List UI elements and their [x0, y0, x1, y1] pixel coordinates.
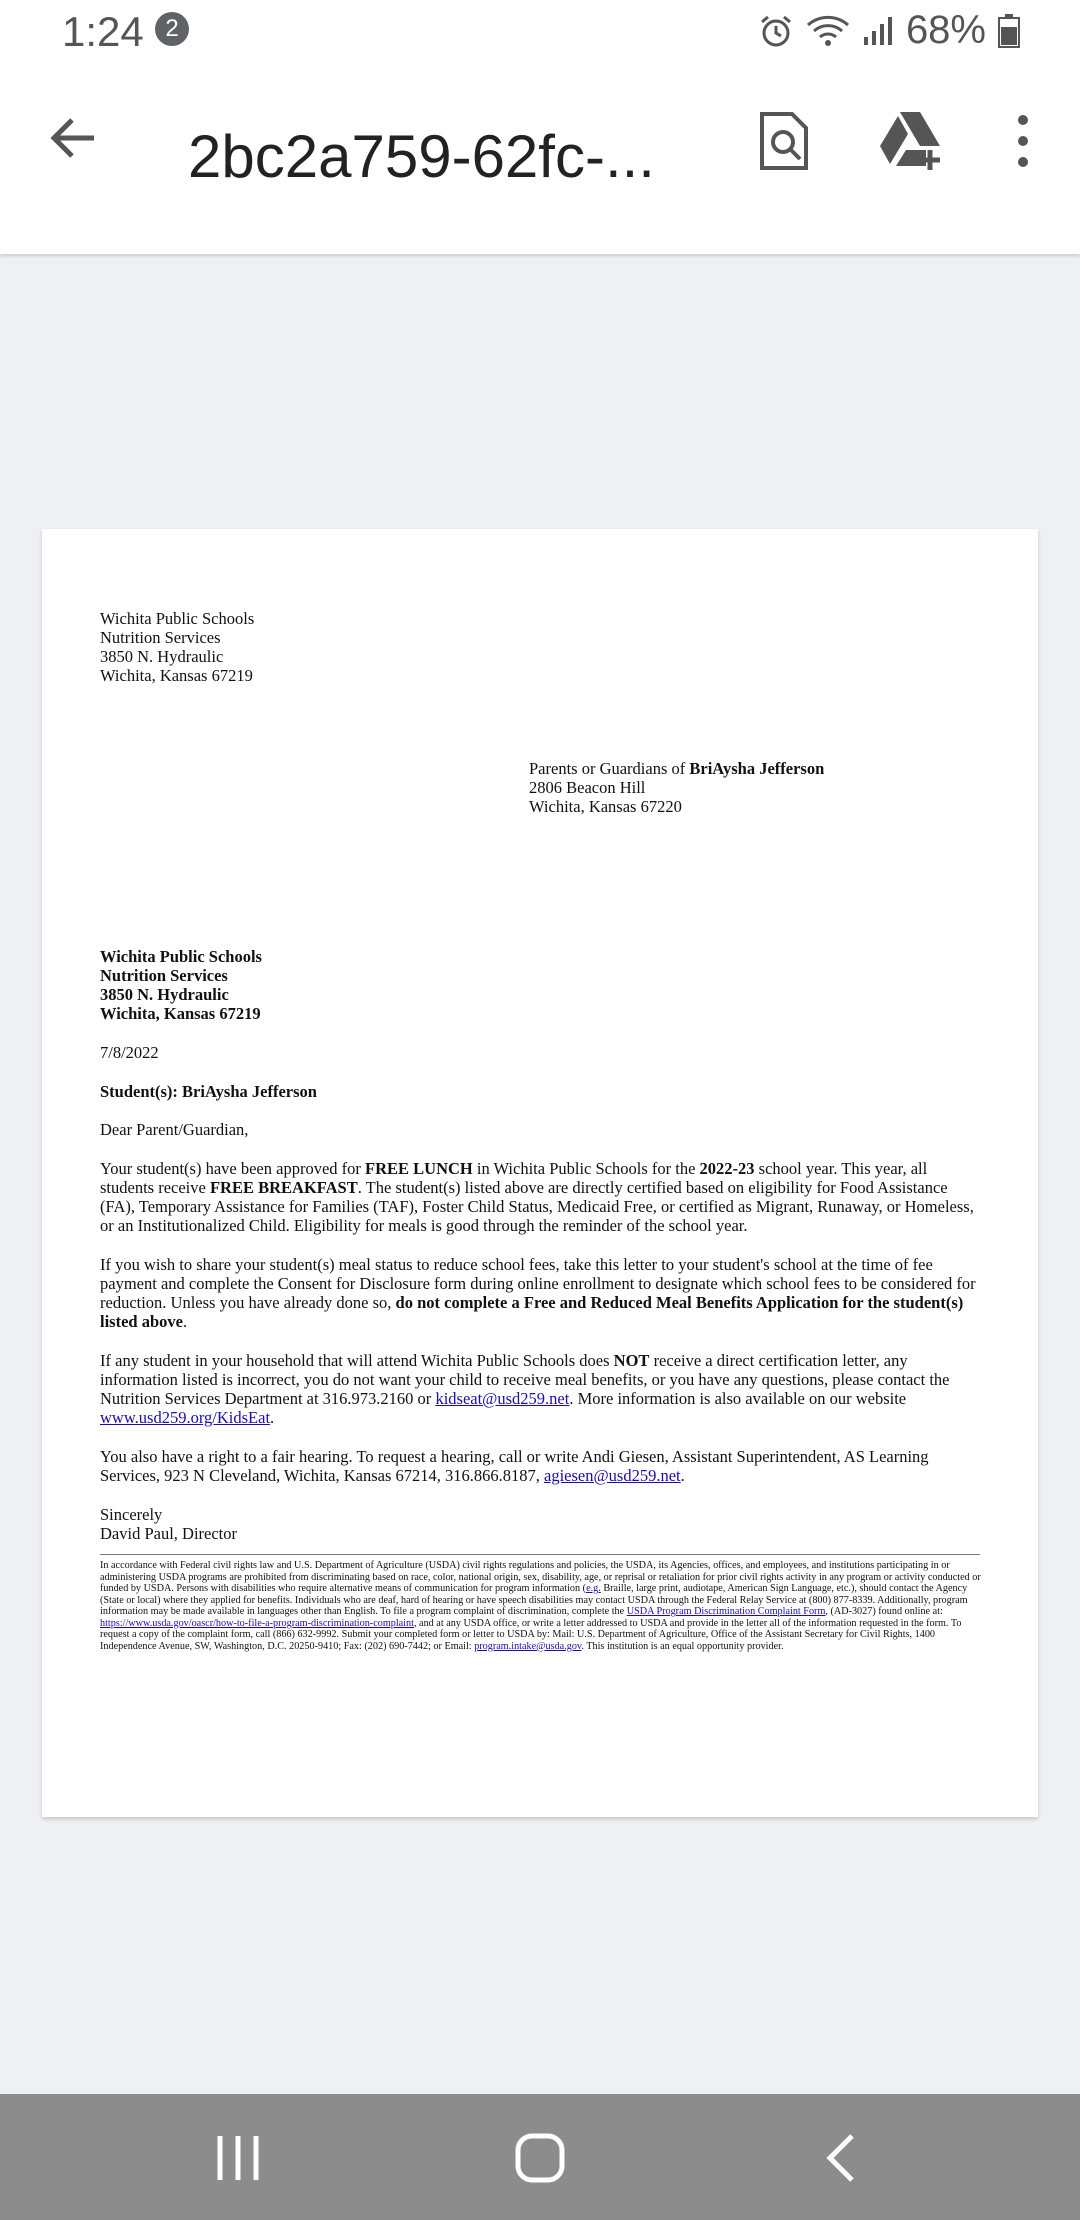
app-bar	[0, 64, 1080, 254]
signer-line: David Paul, Director	[100, 1524, 238, 1543]
status-bar	[0, 0, 1080, 64]
back-arrow-icon[interactable]	[44, 108, 104, 168]
sender-bold-line: Wichita, Kansas 67219	[100, 1004, 261, 1023]
closing-line: Sincerely	[100, 1505, 163, 1524]
students-line: Student(s): BriAysha Jefferson	[100, 1082, 317, 1101]
website-link-kidseat[interactable]: www.usd259.org/KidsEat	[100, 1408, 271, 1427]
document-viewer[interactable]	[0, 254, 1080, 2094]
sender-bold-line: 3850 N. Hydraulic	[100, 985, 229, 1004]
sender-line: Wichita, Kansas 67219	[100, 666, 253, 685]
battery-percent: 68%	[905, 8, 986, 52]
nondiscrimination-statement: In accordance with Federal civil rights law and U.S. Department of Agriculture (USDA) civil rights regulations and policies, the USDA, its Agencies, offices, and employees, and institutions participating in or administering USDA programs are prohibited from discriminating based on race, color, national origin, sex, disability, age, or reprisal or retaliation for prior civil rights activity in any program or activity conducted or funded by USDA. Persons with disabilities who require alternative means of communication for program information (e.g. Braille, large print, audiotape, American Sign Language, etc.), should contact the Agency (State or local) where they applied for benefits. Individuals who are deaf, hard of hearing or have speech disabilities may contact USDA through the Federal Relay Service at (800) 877-8339. Additionally, program information may be made available in languages other than English. To file a program complaint of discrimination, complete the USDA Program Discrimination Complaint Form, (AD-3027) found online at: https://www.usda.gov/oascr/how-to-file-a-program-discrimination-complaint, and at any USDA office, or write a letter addressed to USDA and provide in the letter all of the information requested in the form. To request a copy of the complaint form, call (866) 632-9992. Submit your completed form or letter to USDA by: Mail: U.S. Department of Agriculture, Office of the Assistant Secretary for Civil Rights, 1400 Independence Avenue, SW, Washington, D.C. 20250-9410; Fax: (202) 690-7442; or Email: program.intake@usda.gov. This institution is an equal opportunity provider.	[100, 1560, 981, 1652]
recipient-line	[529, 759, 824, 778]
wifi-icon	[806, 13, 850, 49]
usda-complaint-url-link[interactable]: https://www.usda.gov/oascr/how-to-file-a-program-discrimination-complaint	[100, 1617, 414, 1629]
recipient-address	[529, 759, 824, 816]
document-page	[42, 529, 1038, 1817]
signal-icon	[862, 15, 894, 47]
complaint-form-link[interactable]: USDA Program Discrimination Complaint Form	[626, 1606, 826, 1617]
document-title: 2bc2a759-62fc-...	[188, 123, 655, 190]
paragraph-contact: If any student in your household that will attend Wichita Public Schools does NOT receive a direct certification letter, any information listed is incorrect, you do not want your child to receive meal benefits, or you have any questions, please contact the Nutrition Services Department at 316.973.2160 or kidseat@usd259.net. More information is also available on our website www.usd259.org/KidsEat.	[100, 1351, 950, 1427]
paragraph-hearing: You also have a right to a fair hearing. To request a hearing, call or write Andi Giesen, Assistant Superintendent, AS Learning Services, 923 N Cleveland, Wichita, Kansas 67214, 316.866.8187, agiesen@usd259.net.	[100, 1447, 929, 1485]
add-to-drive-icon[interactable]	[876, 106, 946, 176]
eg-link[interactable]: e.g.	[586, 1583, 601, 1594]
recipient-line: Wichita, Kansas 67220	[529, 797, 682, 816]
recipient-name: BriAysha Jefferson	[689, 759, 825, 778]
recipient-prefix: Parents or Guardians of	[529, 759, 690, 778]
back-icon[interactable]	[812, 2128, 872, 2188]
email-link-kidseat[interactable]: kidseat@usd259.net	[435, 1389, 570, 1408]
paragraph-approval: Your student(s) have been approved for FREE LUNCH in Wichita Public Schools for the 2022-23 school year. This year, all students receive FREE BREAKFAST. The student(s) listed above are directly certified based on eligibility for Food Assistance (FA), Temporary Assistance for Families (TAF), Foster Child Status, Medicaid Free, or certified as Migrant, Runaway, or Homeless, or an Institutionalized Child. Eligibility for meals is good through the reminder of the school year.	[100, 1159, 974, 1235]
find-in-page-icon[interactable]	[748, 106, 818, 176]
footer-divider	[100, 1554, 980, 1555]
status-icons	[758, 8, 1020, 53]
sender-line: 3850 N. Hydraulic	[100, 647, 224, 666]
recipient-line: 2806 Beacon Hill	[529, 778, 646, 797]
notification-count-badge: 2	[155, 12, 189, 46]
sender-address	[100, 609, 254, 685]
battery-icon	[998, 14, 1020, 48]
status-time: 1:24	[62, 8, 144, 55]
navigation-bar	[0, 2094, 1080, 2220]
closing	[100, 1505, 237, 1543]
more-vert-icon[interactable]	[988, 106, 1058, 176]
home-icon[interactable]	[510, 2128, 570, 2188]
alarm-icon	[758, 13, 794, 49]
usda-email-link[interactable]: program.intake@usda.gov	[474, 1640, 582, 1652]
paragraph-fees: If you wish to share your student(s) meal status to reduce school fees, take this letter to your student's school at the time of fee payment and complete the Consent for Disclosure form during online enrollment to designate which school fees to be considered for reduction. Unless you have already done so, do not complete a Free and Reduced Meal Benefits Application for the student(s) listed above.	[100, 1255, 976, 1331]
email-link-agiesen[interactable]: agiesen@usd259.net	[544, 1466, 681, 1485]
sender-bold-line: Wichita Public Schools	[100, 947, 262, 966]
sender-bold-line: Nutrition Services	[100, 966, 228, 985]
greeting: Dear Parent/Guardian,	[100, 1120, 249, 1139]
sender-line: Nutrition Services	[100, 628, 221, 647]
recent-apps-icon[interactable]	[208, 2128, 268, 2188]
letter-date: 7/8/2022	[100, 1043, 159, 1062]
sender-address-bold	[100, 947, 262, 1023]
sender-line: Wichita Public Schools	[100, 609, 255, 628]
